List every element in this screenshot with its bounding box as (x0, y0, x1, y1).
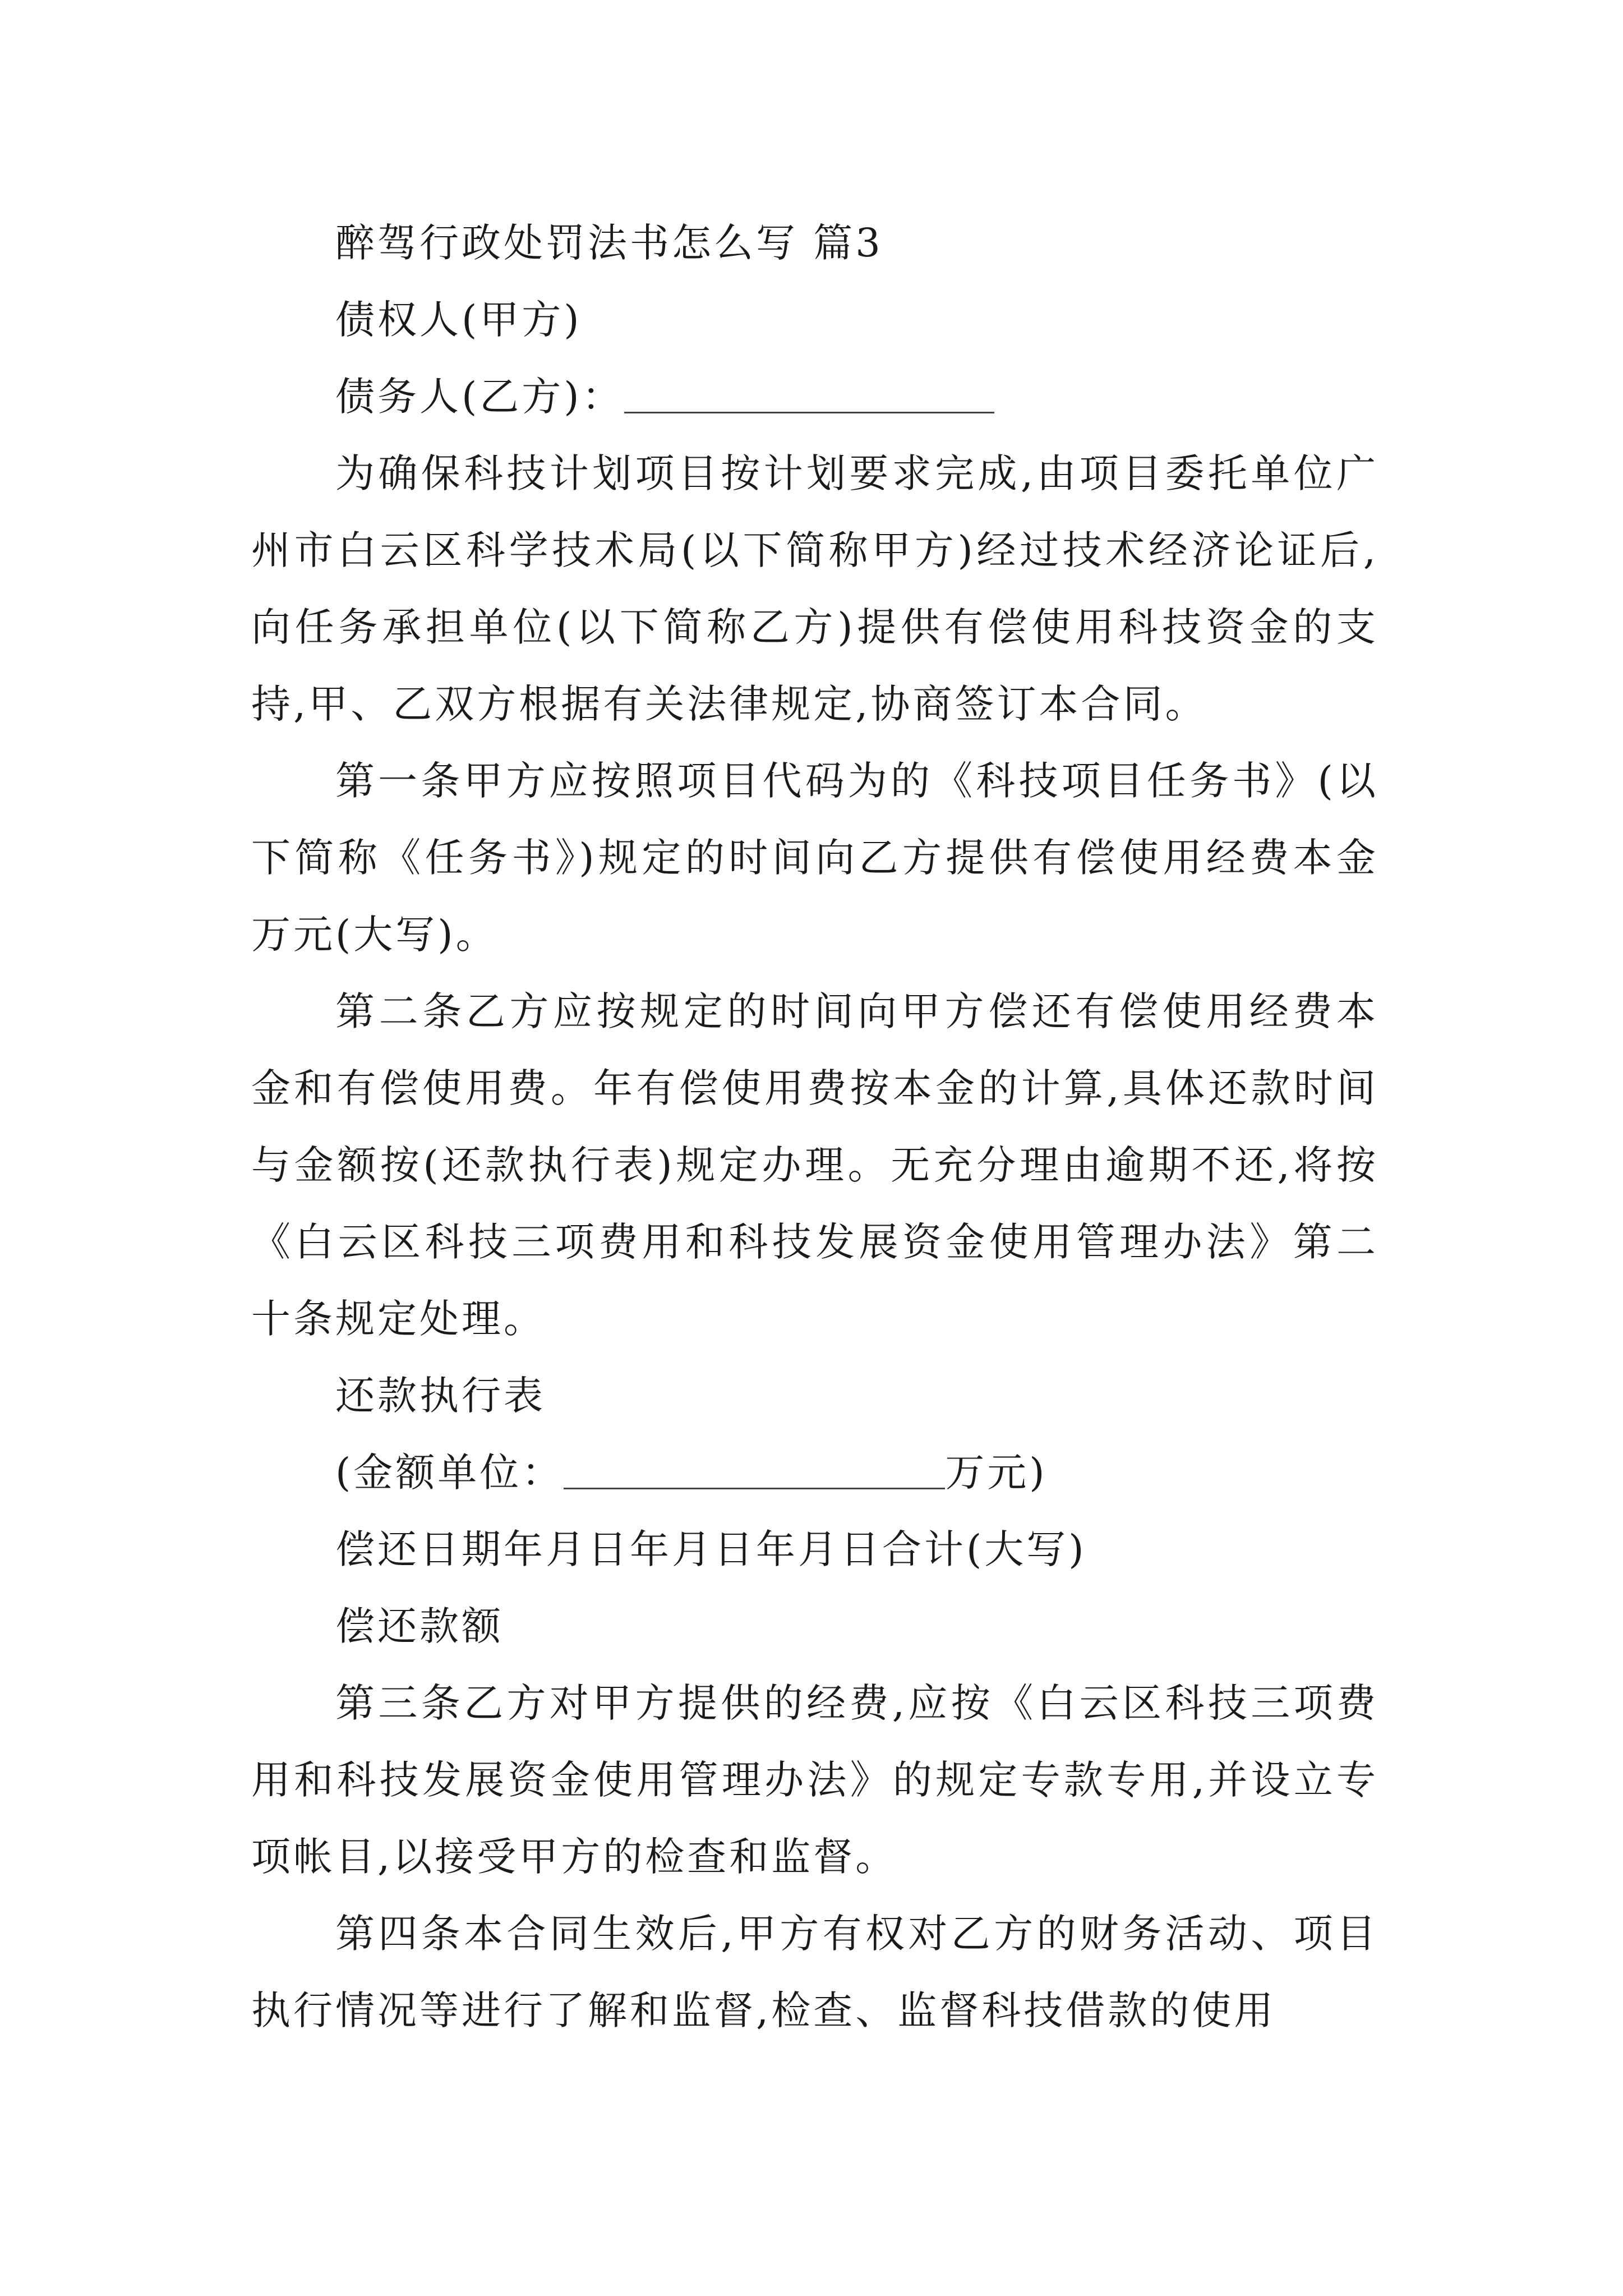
article-3-paragraph: 第三条乙方对甲方提供的经费,应按《白云区科技三项费用和科技发展资金使用管理办法》的规定专款专用,并设立专项帐目,以接受甲方的检查和监督。 (251, 1680, 1378, 1880)
repayment-table-title: 还款执行表 (335, 1373, 546, 1419)
repayment-table-header-row: 偿还日期年月日年月日年月日合计(大写) (335, 1526, 1087, 1572)
intro-paragraph: 为确保科技计划项目按计划要求完成,由项目委托单位广州市白云区科学技术局(以下简称甲方)经过技术经济论证后,向任务承担单位(以下简称乙方)提供有偿使用科技资金的支持,甲、乙双方根据有关法律规定,协商签订本合同。 (251, 450, 1378, 727)
document-body (251, 205, 1378, 2049)
article-1-paragraph: 第一条甲方应按照项目代码为的《科技项目任务书》(以下简称《任务书》)规定的时间向乙方提供有偿使用经费本金万元(大写)。 (251, 758, 1378, 958)
repayment-table-amount-row: 偿还款额 (335, 1603, 504, 1649)
debtor-blank-field (624, 367, 994, 413)
amount-unit-line (251, 1434, 1378, 1511)
article-2-paragraph: 第二条乙方应按规定的时间向甲方偿还有偿使用经费本金和有偿使用费。年有偿使用费按本金的计算,具体还款时间与金额按(还款执行表)规定办理。无充分理由逾期不还,将按《白云区科技三项费用和科技发展资金使用管理办法》第二十条规定处理。 (251, 988, 1378, 1342)
amount-unit-label: (金额单位： (335, 1450, 564, 1496)
debtor-label: 债务人(乙方)： (335, 374, 624, 420)
debtor-line (251, 358, 1378, 435)
amount-unit-blank-field (564, 1443, 945, 1489)
article-4-paragraph: 第四条本合同生效后,甲方有权对乙方的财务活动、项目执行情况等进行了解和监督,检查、监督科技借款的使用 (251, 1911, 1378, 2033)
amount-unit-suffix: 万元) (945, 1450, 1048, 1496)
document-title: 醉驾行政处罚法书怎么写 篇3 (335, 220, 883, 266)
creditor-line: 债权人(甲方) (335, 297, 582, 343)
